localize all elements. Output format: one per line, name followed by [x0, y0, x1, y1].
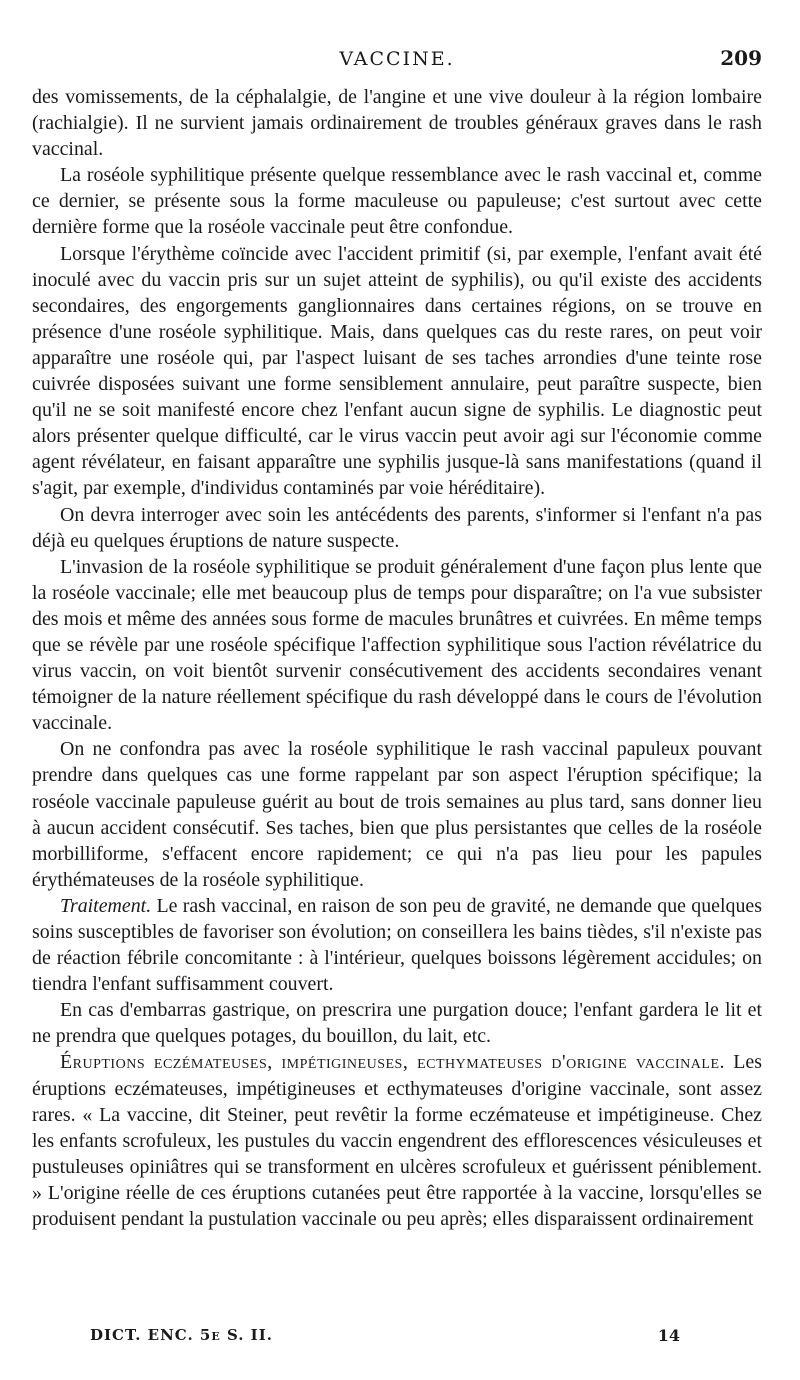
- running-title: VACCINE.: [339, 48, 455, 70]
- page-header: [32, 44, 762, 74]
- footer-signature: DICT. ENC. 5e S. II.: [90, 1326, 273, 1344]
- section-heading-traitement: Traitement.: [60, 894, 152, 917]
- footer-sheet-number: 14: [657, 1326, 680, 1345]
- paragraph: On devra interroger avec soin les antécédents des parents, s'informer si l'enfant n'a pas déjà eu quelques éruptions de nature suspecte.: [32, 503, 762, 552]
- paragraph: On ne confondra pas avec la roséole syphilitique le rash vaccinal papuleux pouvant prendre dans quelques cas une forme rappelant par son aspect l'éruption spécifique; la roséole vaccinale papuleuse guérit au bout de trois semaines au plus tard, sans donner lieu à aucun accident consécutif. Ses taches, bien que plus persistantes que celles de la roséole morbilliforme, s'effacent encore rapidement; ce qui n'a pas lieu pour les papules érythémateuses de la roséole syphilitique.: [32, 738, 762, 891]
- paragraph: La roséole syphilitique présente quelque ressemblance avec le rash vaccinal et, comme ce dernier, se présente sous la forme maculeuse ou papuleuse; c'est surtout avec cette dernière forme que la roséole vaccinale peut être confondue.: [32, 164, 762, 239]
- section-heading-eruptions: Éruptions eczémateuses, impétigineuses, ecthymateuses d'origine vaccinale.: [60, 1051, 725, 1074]
- body-text: [32, 84, 762, 1232]
- paragraph: L'invasion de la roséole syphilitique se produit généralement d'une façon plus lente que la roséole vaccinale; elle met beaucoup plus de temps pour disparaître; on l'a vue subsister des mois et même des années sous forme de macules brunâtres et cuivrées. En même temps que se révèle par une roséole spécifique l'affection syphilitique sous l'action révélatrice du virus vaccin, on voit bientôt survenir consécutivement des accidents secondaires venant témoigner de la nature réellement spécifique du rash développé dans le cours de l'évolution vaccinale.: [32, 555, 762, 735]
- paragraph-traitement: [32, 893, 762, 997]
- paragraph-continued: des vomissements, de la céphalalgie, de l'angine et une vive douleur à la région lombaire (rachialgie). Il ne survient jamais ordinairement de troubles généraux graves dans le rash vaccinal.: [32, 86, 762, 161]
- paragraph: Lorsque l'érythème coïncide avec l'accident primitif (si, par exemple, l'enfant avait été inoculé avec du vaccin pris sur un sujet atteint de syphilis), ou qu'il existe des accidents secondaires, des engorgements ganglionnaires dans certaines régions, on se trouve en présence d'une roséole syphilitique. Mais, dans quelques cas du reste rares, on peut voir apparaître une roséole qui, par l'aspect luisant de ses taches arrondies d'une teinte rose cuivrée disposées suivant une forme sensiblement annulaire, peut paraître suspecte, bien qu'il ne se soit manifesté encore chez l'enfant aucun signe de syphilis. Le diagnostic peut alors présenter quelque difficulté, car le virus vaccin peut avoir agi sur l'économie comme agent révélateur, en faisant apparaître une syphilis jusque-là sans manifestations (quand il s'agit, par exemple, d'individus contaminés par voie héréditaire).: [32, 242, 762, 500]
- page-footer: [90, 1326, 680, 1352]
- traitement-text: Le rash vaccinal, en raison de son peu de gravité, ne demande que quelques soins susceptibles de favoriser son évolution; on conseillera les bains tièdes, s'il n'existe pas de réaction fébrile concomitante : à l'intérieur, quelques boissons légèrement accidules; on tiendra l'enfant suffisamment couvert.: [32, 894, 762, 996]
- paragraph: En cas d'embarras gastrique, on prescrira une purgation douce; l'enfant gardera le lit et ne prendra que quelques potages, du bouillon, du lait, etc.: [32, 999, 762, 1048]
- page-number: 209: [720, 46, 762, 70]
- eruptions-text: Les éruptions eczémateuses, impétigineuses et ecthymateuses d'origine vaccinale, sont assez rares. « La vaccine, dit Steiner, peut revêtir la forme eczémateuse et impétigineuse. Chez les enfants scrofuleux, les pustules du vaccin engendrent des efflorescences vésiculeuses et pustuleuses opiniâtres qui se transforment en ulcères scrofuleux et guérissent péniblement. » L'origine réelle de ces éruptions cutanées peut être rapportée à la vaccine, lorsqu'elles se produisent pendant la pustulation vaccinale ou peu après; elles disparaissent ordinairement: [32, 1051, 762, 1231]
- paragraph-eruptions: [32, 1049, 762, 1232]
